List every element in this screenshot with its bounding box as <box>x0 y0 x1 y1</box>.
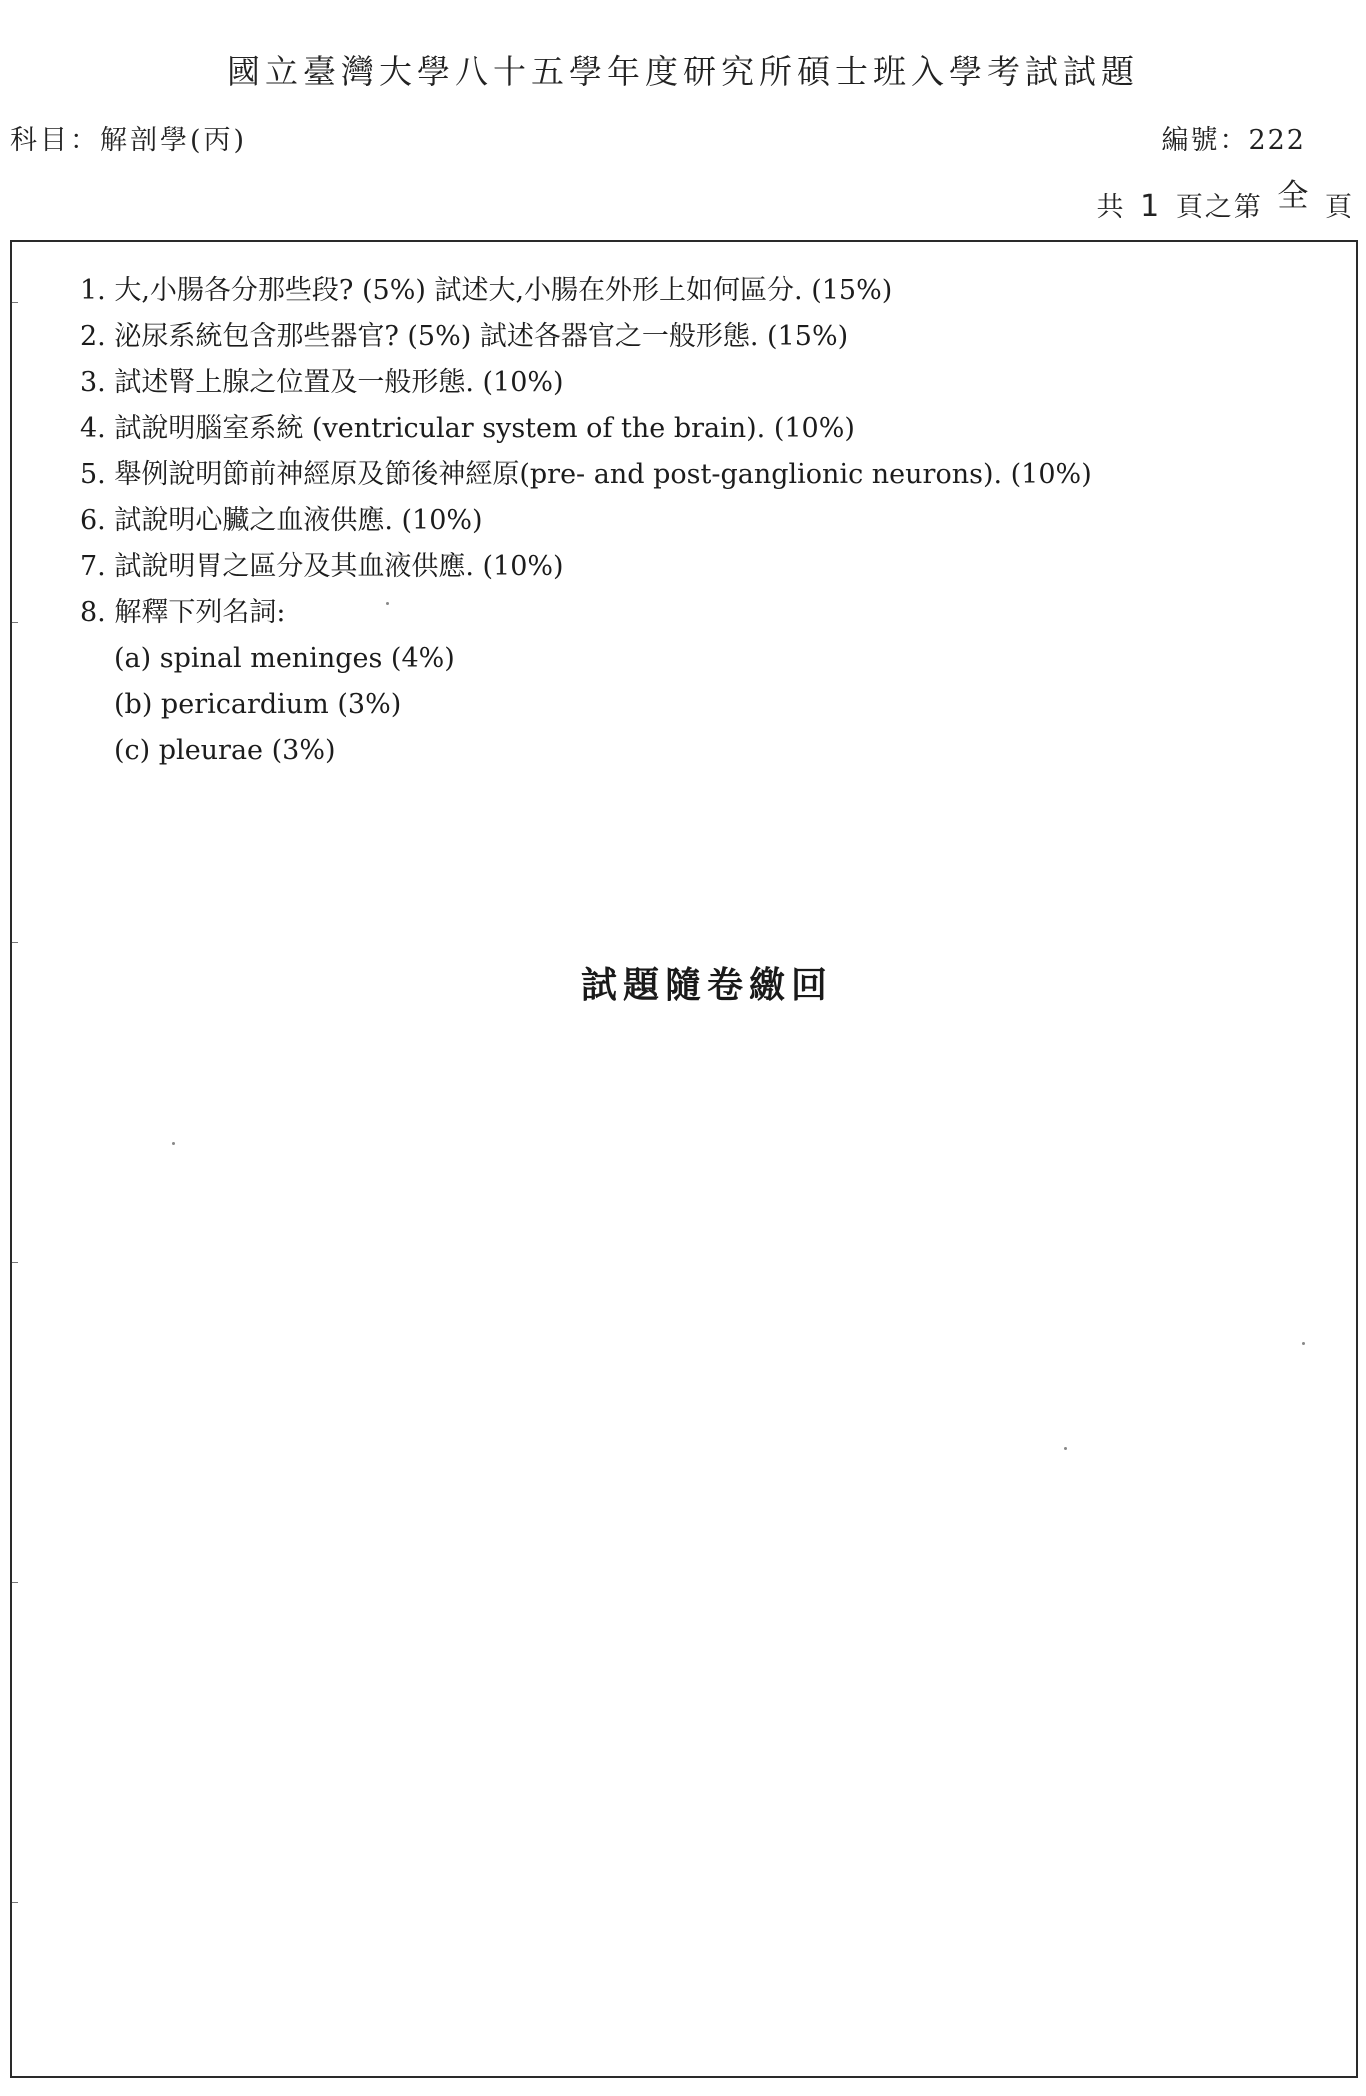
sub-item-a: (a) spinal meninges (4%) <box>114 643 455 674</box>
page-title: 國立臺灣大學八十五學年度研究所碩士班入學考試試題 <box>227 52 1139 91</box>
question-4: 4. 試說明腦室系統 (ventricular system of the brain). (10%) <box>80 413 855 444</box>
question-3: 3. 試述腎上腺之位置及一般形態. (10%) <box>80 367 564 398</box>
question-box <box>10 240 1358 2078</box>
scan-edge-mark <box>12 942 18 943</box>
scan-speck <box>172 1142 175 1145</box>
scan-speck <box>386 602 389 605</box>
scan-edge-mark <box>12 1902 18 1903</box>
question-8: 8. 解釋下列名詞: <box>80 597 286 628</box>
page-suffix: 頁 <box>1325 192 1354 223</box>
sub-item-b: (b) pericardium (3%) <box>114 689 402 720</box>
page-count <box>1097 180 1354 225</box>
question-2: 2. 泌尿系統包含那些器官? (5%) 試述各器官之一般形態. (15%) <box>80 321 849 352</box>
sub-item-c: (c) pleurae (3%) <box>114 735 336 766</box>
scan-edge-mark <box>12 622 18 623</box>
page-total: 1 <box>1140 189 1162 224</box>
page-middle: 頁之第 <box>1175 192 1263 223</box>
question-list <box>80 268 1326 774</box>
scan-speck <box>1064 1447 1067 1450</box>
question-7: 7. 試說明胃之區分及其血液供應. (10%) <box>80 551 564 582</box>
question-1: 1. 大,小腸各分那些段? (5%) 試述大,小腸在外形上如何區分. (15%) <box>80 275 893 306</box>
exam-code: 編號：222 <box>1161 125 1306 156</box>
return-notice: 試題隨卷繳回 <box>580 965 833 1006</box>
question-6: 6. 試說明心臟之血液供應. (10%) <box>80 505 483 536</box>
scan-edge-mark <box>12 1582 18 1583</box>
scan-edge-mark <box>12 1262 18 1263</box>
question-5: 5. 舉例說明節前神經原及節後神經原(pre- and post-ganglionic neurons). (10%) <box>80 459 1092 490</box>
page-current: 全 <box>1277 178 1311 214</box>
scan-speck <box>1302 1342 1305 1345</box>
subject-label: 科目：解剖學(丙) <box>10 125 248 156</box>
page-prefix: 共 <box>1096 192 1126 223</box>
scan-edge-mark <box>12 302 18 303</box>
